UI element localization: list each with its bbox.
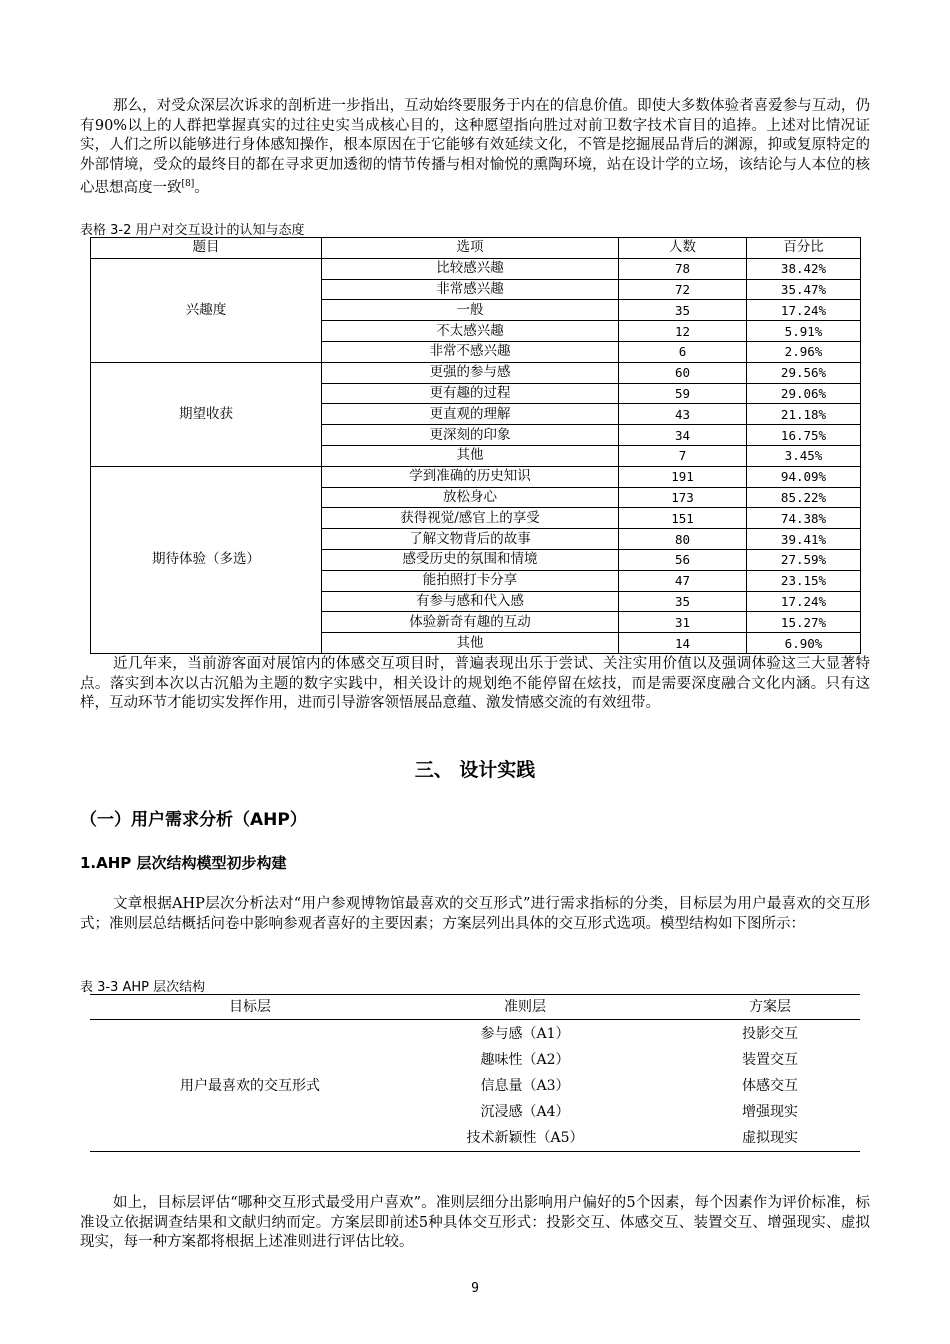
topic-cell: 期待体验（多选） <box>91 466 322 653</box>
criteria-cell: 信息量（A3） <box>480 1078 570 1094</box>
option-cell: 学到准确的历史知识 <box>322 466 619 487</box>
count-cell: 59 <box>619 383 747 404</box>
count-cell: 31 <box>619 612 747 633</box>
percent-cell: 27.59% <box>747 549 861 570</box>
option-cell: 非常不感兴趣 <box>322 341 619 362</box>
percent-cell: 94.09% <box>747 466 861 487</box>
percent-cell: 39.41% <box>747 529 861 550</box>
option-cell: 一般 <box>322 300 619 321</box>
percent-cell: 2.96% <box>747 341 861 362</box>
percent-cell: 17.24% <box>747 300 861 321</box>
citation-mark: [8] <box>181 179 195 189</box>
alternative-cell: 增强现实 <box>742 1104 798 1120</box>
criteria-cell: 趣味性（A2） <box>480 1052 570 1068</box>
percent-cell: 85.22% <box>747 487 861 508</box>
alternative-cell: 虚拟现实 <box>742 1130 798 1146</box>
criteria-cell: 参与感（A1） <box>480 1026 570 1042</box>
percent-cell: 3.45% <box>747 445 861 466</box>
count-cell: 47 <box>619 570 747 591</box>
section-heading: 三、 设计实践 <box>414 759 536 781</box>
body-paragraph-2: 近几年来，当前游客面对展馆内的体感交互项目时，普遍表现出乐于尝试、关注实用价值以及强调体验这三大显著特点。落实到本次以古沉船为主题的数字实践中，相关设计的规划绝不能停留在炫技，而是需要深度融合文化内涵。只有这样，互动环节才能切实发挥作用，进而引导游客领悟展品意蕴、激发情感交流的有效纽带。 <box>80 656 870 711</box>
percent-cell: 5.91% <box>747 321 861 342</box>
percent-cell: 15.27% <box>747 612 861 633</box>
table-row <box>91 258 861 279</box>
header-alternative-layer: 方案层 <box>749 999 791 1015</box>
count-cell: 173 <box>619 487 747 508</box>
option-cell: 更直观的理解 <box>322 404 619 425</box>
count-cell: 34 <box>619 425 747 446</box>
body-paragraph-4: 如上，目标层评估“哪种交互形式最受用户喜欢”。准则层细分出影响用户偏好的5个因素，每个因素作为评价标准，标准设立依据调查结果和文献归纳而定。方案层即前述5种具体交互形式：投影交互、体感交互、装置交互、增强现实、虚拟现实，每一种方案都将根据上述准则进行评估比较。 <box>80 1195 870 1250</box>
option-cell: 有参与感和代入感 <box>322 591 619 612</box>
count-cell: 35 <box>619 591 747 612</box>
percent-cell: 17.24% <box>747 591 861 612</box>
header-option: 选项 <box>322 238 619 259</box>
count-cell: 12 <box>619 321 747 342</box>
count-cell: 78 <box>619 258 747 279</box>
table-row <box>91 362 861 383</box>
criteria-cell: 技术新颖性（A5） <box>466 1130 584 1146</box>
body-paragraph-3: 文章根据AHP层次分析法对“用户参观博物馆最喜欢的交互形式”进行需求指标的分类，目标层为用户最喜欢的交互形式；准则层总结概括问卷中影响参观者喜好的主要因素；方案层列出具体的交互形式选项。模型结构如下图所示： <box>80 896 870 932</box>
header-count: 人数 <box>619 238 747 259</box>
count-cell: 72 <box>619 279 747 300</box>
percent-cell: 23.15% <box>747 570 861 591</box>
body-paragraph-1: 那么，对受众深层次诉求的剖析进一步指出，互动始终要服务于内在的信息价值。即使大多数体验者喜爱参与互动，仍有90%以上的人群把掌握真实的过往史实当成核心目的，这种愿望指向胜过对前卫数字技术盲目的追捧。上述对比情况证实，人们之所以能够进行身体感知操作，根本原因在于它能够有效延续文化，不管是挖掘展品背后的渊源，抑或复原特定的外部情境，受众的最终目的都在寻求更加透彻的情节传播与相对愉悦的熏陶环境，站在设计学的立场，该结论与人本位的核心思想高度一致[8]。 <box>80 98 870 196</box>
topic-cell: 期望收获 <box>91 362 322 466</box>
option-cell: 能拍照打卡分享 <box>322 570 619 591</box>
option-cell: 体验新奇有趣的互动 <box>322 612 619 633</box>
option-cell: 更强的参与感 <box>322 362 619 383</box>
count-cell: 191 <box>619 466 747 487</box>
option-cell: 了解文物背后的故事 <box>322 529 619 550</box>
page-number: 9 <box>471 1281 479 1296</box>
option-cell: 其他 <box>322 633 619 654</box>
count-cell: 43 <box>619 404 747 425</box>
table-row <box>91 466 861 487</box>
count-cell: 7 <box>619 445 747 466</box>
header-criteria-layer: 准则层 <box>504 999 546 1015</box>
option-cell: 放松身心 <box>322 487 619 508</box>
criteria-cell: 沉浸感（A4） <box>480 1104 570 1120</box>
count-cell: 60 <box>619 362 747 383</box>
percent-cell: 6.90% <box>747 633 861 654</box>
alternative-cell: 装置交互 <box>742 1052 798 1068</box>
percent-cell: 38.42% <box>747 258 861 279</box>
percent-cell: 29.06% <box>747 383 861 404</box>
option-cell: 获得视觉/感官上的享受 <box>322 508 619 529</box>
percent-cell: 16.75% <box>747 425 861 446</box>
count-cell: 35 <box>619 300 747 321</box>
table-bottom-rule <box>90 1151 860 1152</box>
percent-cell: 35.47% <box>747 279 861 300</box>
option-cell: 其他 <box>322 445 619 466</box>
option-cell: 更有趣的过程 <box>322 383 619 404</box>
topic-cell: 兴趣度 <box>91 258 322 362</box>
option-cell: 非常感兴趣 <box>322 279 619 300</box>
option-cell: 不太感兴趣 <box>322 321 619 342</box>
option-cell: 比较感兴趣 <box>322 258 619 279</box>
header-topic: 题目 <box>91 238 322 259</box>
count-cell: 56 <box>619 549 747 570</box>
count-cell: 80 <box>619 529 747 550</box>
subsection-heading: （一）用户需求分析（AHP） <box>80 810 307 830</box>
percent-cell: 29.56% <box>747 362 861 383</box>
option-cell: 更深刻的印象 <box>322 425 619 446</box>
goal-cell: 用户最喜欢的交互形式 <box>180 1078 320 1094</box>
count-cell: 6 <box>619 341 747 362</box>
table-header-rule <box>90 1019 860 1020</box>
alternative-cell: 投影交互 <box>742 1026 798 1042</box>
alternative-cell: 体感交互 <box>742 1078 798 1094</box>
header-percent: 百分比 <box>747 238 861 259</box>
table-top-rule <box>90 994 860 995</box>
header-goal-layer: 目标层 <box>229 999 271 1015</box>
subsubsection-heading: 1.AHP 层次结构模型初步构建 <box>80 854 287 872</box>
table-user-attitude <box>90 237 861 654</box>
percent-cell: 74.38% <box>747 508 861 529</box>
count-cell: 14 <box>619 633 747 654</box>
percent-cell: 21.18% <box>747 404 861 425</box>
option-cell: 感受历史的氛围和情境 <box>322 549 619 570</box>
table1-caption: 表格 3-2 用户对交互设计的认知与态度 <box>80 223 305 238</box>
count-cell: 151 <box>619 508 747 529</box>
table2-caption: 表 3-3 AHP 层次结构 <box>80 980 206 995</box>
table-header-row <box>91 238 861 259</box>
